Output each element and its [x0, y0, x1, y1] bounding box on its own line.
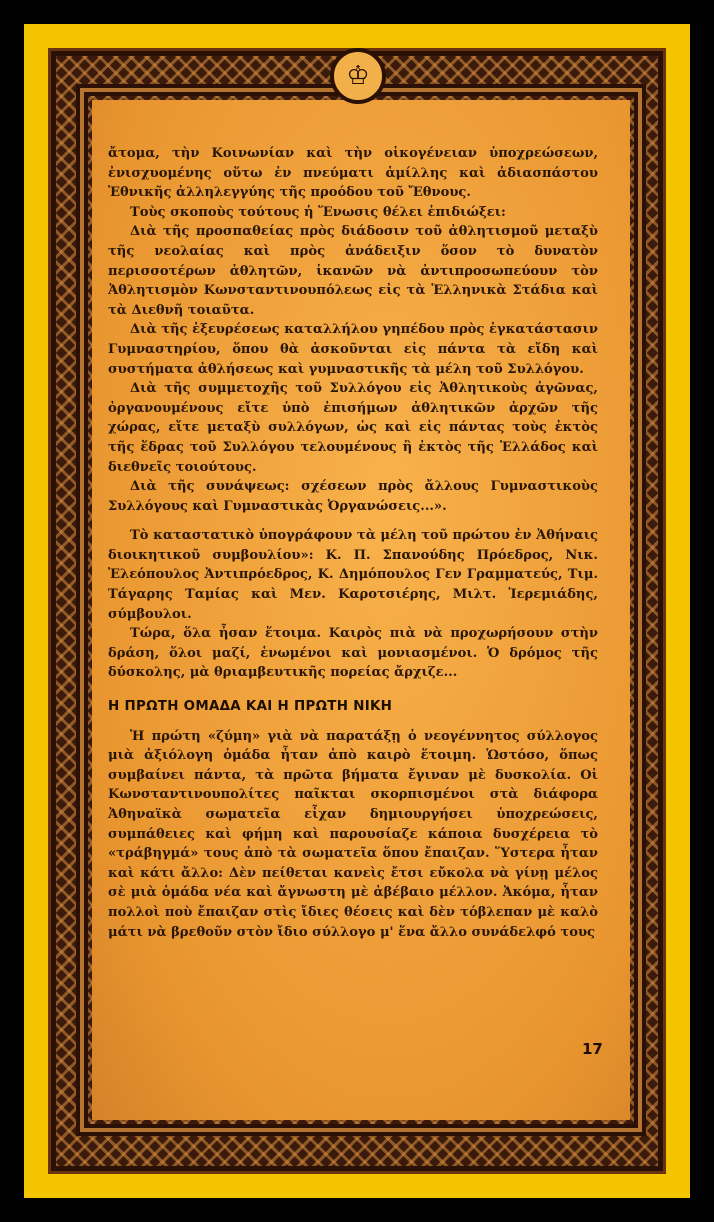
- section-heading: Η ΠΡΩΤΗ ΟΜΑΔΑ ΚΑΙ Η ΠΡΩΤΗ ΝΙΚΗ: [108, 699, 393, 715]
- paragraph-4: Διὰ τῆς ἐξευρέσεως καταλλήλου γηπέδου πρὸς ἐγκατάστασιν Γυμναστηρίου, ὅπου θὰ ἀσκοῦνται εἰς πάντα τὰ εἴδη καὶ συστήματα ἀθλήσεως καὶ γυμναστικῆς τὰ μέλη τοῦ Συλλόγου.: [108, 322, 598, 377]
- paragraph-2: Τοὺς σκοποὺς τούτους ἡ Ἕνωσις θέλει ἐπιδιώξει:: [130, 204, 506, 220]
- paragraph-9: Ἡ πρώτη «ζύμη» γιὰ νὰ παρατάξῃ ὁ νεογέννητος σύλλογος μιὰ ἀξιόλογη ὁμάδα ἦταν ἀπὸ καιρὸ ἕτοιμη. Ὡστόσο, ὅπως συμβαίνει πάντα, τὰ πρῶτα βήματα ἔγιναν μὲ δυσκολία. Οἱ Κωνσταντινουπολίτες παῖκται σκορπισμένοι στὰ διάφορα Ἀθηναϊκὰ σωματεῖα εἶχαν δημιουργήσει ὑποχρεώσεις, συμπάθειες καὶ φήμη καὶ παρουσίαζε κάποια δυσχέρεια τὸ «τράβηγμά» τους ἀπὸ τὰ σωματεῖα ὅπου ἔπαιζαν. Ὕστερα ἦταν καὶ κάτι ἄλλο: Δὲν πείθεται κανεὶς ἔτσι εὔκολα νὰ γίνῃ μέλος σὲ μιὰ ὁμάδα νέα καὶ ἄγνωστη μὲ ἀβέβαιο μέλλον. Ἀκόμα, ἦταν πολλοὶ ποὺ ἔπαιζαν στὶς ἴδιες θέσεις καὶ δὲν τόβλεπαν μὲ καλὸ μάτι νὰ βρεθοῦν στὸν ἴδιο σύλλογο μ' ἕνα ἄλλο συνάδελφό τους: [108, 728, 598, 940]
- paragraph-6: Διὰ τῆς συνάψεως: σχέσεων πρὸς ἄλλους Γυμναστικοὺς Συλλόγους καὶ Γυμναστικὰς Ὀργανώσεις...».: [108, 479, 598, 514]
- page-number: 17: [582, 1040, 603, 1058]
- paragraph-5: Διὰ τῆς συμμετοχῆς τοῦ Συλλόγου εἰς Ἀθλητικοὺς ἀγῶνας, ὀργανουμένους εἴτε ὑπὸ ἐπισήμων ἀθλητικῶν ἀρχῶν τῆς χώρας, εἴτε μεταξὺ συλλόγων, ὡς καὶ εἰς πάντας τοὺς ἐκτὸς τῆς ἕδρας τοῦ Συλλόγου τελουμένους ἢ ἐκτὸς τῆς Ἑλλάδος καὶ διεθνεῖς τοιούτους.: [108, 381, 598, 475]
- double-headed-eagle-icon: ♔: [346, 61, 370, 91]
- book-page: [92, 100, 630, 1120]
- emblem: [330, 48, 386, 104]
- paragraph-8: Τώρα, ὅλα ἦσαν ἕτοιμα. Καιρὸς πιὰ νὰ προχωρήσουν στὴν δράση, ὅλοι μαζί, ἑνωμένοι καὶ μονιασμένοι. Ὁ δρόμος τῆς δύσκολης, μὰ θριαμβευτικῆς πορείας ἄρχιζε...: [108, 626, 598, 681]
- paragraph-3: Διὰ τῆς προσπαθείας πρὸς διάδοσιν τοῦ ἀθλητισμοῦ μεταξὺ τῆς νεολαίας καὶ πρὸς ἀνάδειξιν ὅσον τὸ δυνατὸν περισσοτέρων ἀθλητῶν, ἱκανῶν νὰ ἀντιπροσωπεύουν τὸν Ἀθλητισμὸν Κωνσταντινουπόλεως εἰς τὰ Ἑλληνικὰ Στάδια καὶ τὰ Διεθνῆ τοιαῦτα.: [108, 224, 598, 318]
- paragraph-1: ἄτομα, τὴν Κοινωνίαν καὶ τὴν οἰκογένειαν ὑποχρεώσεων, ἐνισχυομένης οὕτω ἐν πνεύματι ἁμίλλης καὶ ἀδιασπάστου Ἐθνικῆς ἀλληλεγγύης τῆς προόδου τοῦ Ἔθνους.: [108, 146, 598, 201]
- body-text: [108, 144, 598, 942]
- paragraph-7: Τὸ καταστατικὸ ὑπογράφουν τὰ μέλη τοῦ πρώτου ἐν Ἀθήναις διοικητικοῦ συμβουλίου»: Κ. Π. Σπανούδης Πρόεδρος, Νικ. Ἐλεόπουλος Ἀντιπρόεδρος, Κ. Δημόπουλος Γεν Γραμματεύς, Τιμ. Τάγαρης Ταμίας καὶ Μεν. Καροτσιέρης, Μιλτ. Ἱερεμιάδης, σύμβουλοι.: [108, 528, 598, 622]
